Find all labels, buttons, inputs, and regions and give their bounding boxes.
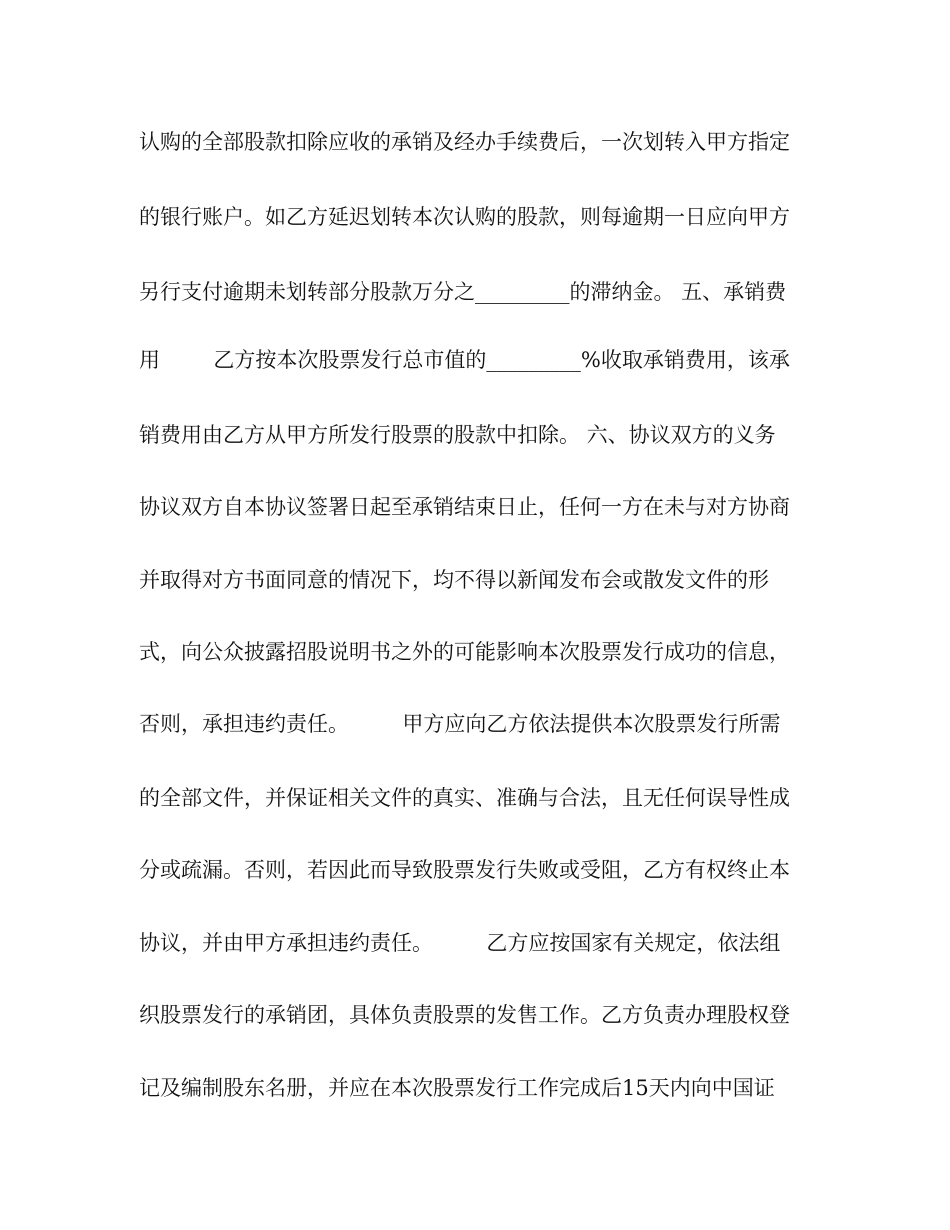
text-line-3: 另行支付逾期未划转部分股款万分之_________的滞纳金。 五、承销费 (139, 280, 787, 304)
text-line-9: 否则，承担违约责任。 甲方应向乙方依法提供本次股票发行所需 (139, 712, 781, 736)
text-line-6: 协议双方自本协议签署日起至承销结束日止，任何一方在未与对方协商 (139, 495, 790, 519)
text-line-10: 的全部文件，并保证相关文件的真实、准确与合法，且无任何误导性成 (139, 786, 790, 810)
text-line-12: 协议，并由甲方承担违约责任。 乙方应按国家有关规定，依法组 (139, 931, 781, 955)
text-line-5: 销费用由乙方从甲方所发行股票的股款中扣除。 六、协议双方的义务 (139, 423, 776, 447)
text-line-7: 并取得对方书面同意的情况下，均不得以新闻发布会或散发文件的形 (139, 568, 769, 592)
text-line-1: 认购的全部股款扣除应收的承销及经办手续费后，一次划转入甲方指定 (139, 130, 790, 154)
text-line-2: 的银行账户。如乙方延迟划转本次认购的股款，则每逾期一日应向甲方 (139, 205, 790, 229)
text-line-8: 式，向公众披露招股说明书之外的可能影响本次股票发行成功的信息， (139, 640, 790, 664)
text-line-14: 记及编制股东名册，并应在本次股票发行工作完成后15天内向中国证 (139, 1076, 775, 1100)
text-line-13: 织股票发行的承销团，具体负责股票的发售工作。乙方负责办理股权登 (139, 1003, 790, 1027)
text-line-11: 分或疏漏。否则，若因此而导致股票发行失败或受阻，乙方有权终止本 (139, 858, 790, 882)
text-line-4: 用 乙方按本次股票发行总市值的_________%收取承销费用，该承 (139, 348, 790, 372)
